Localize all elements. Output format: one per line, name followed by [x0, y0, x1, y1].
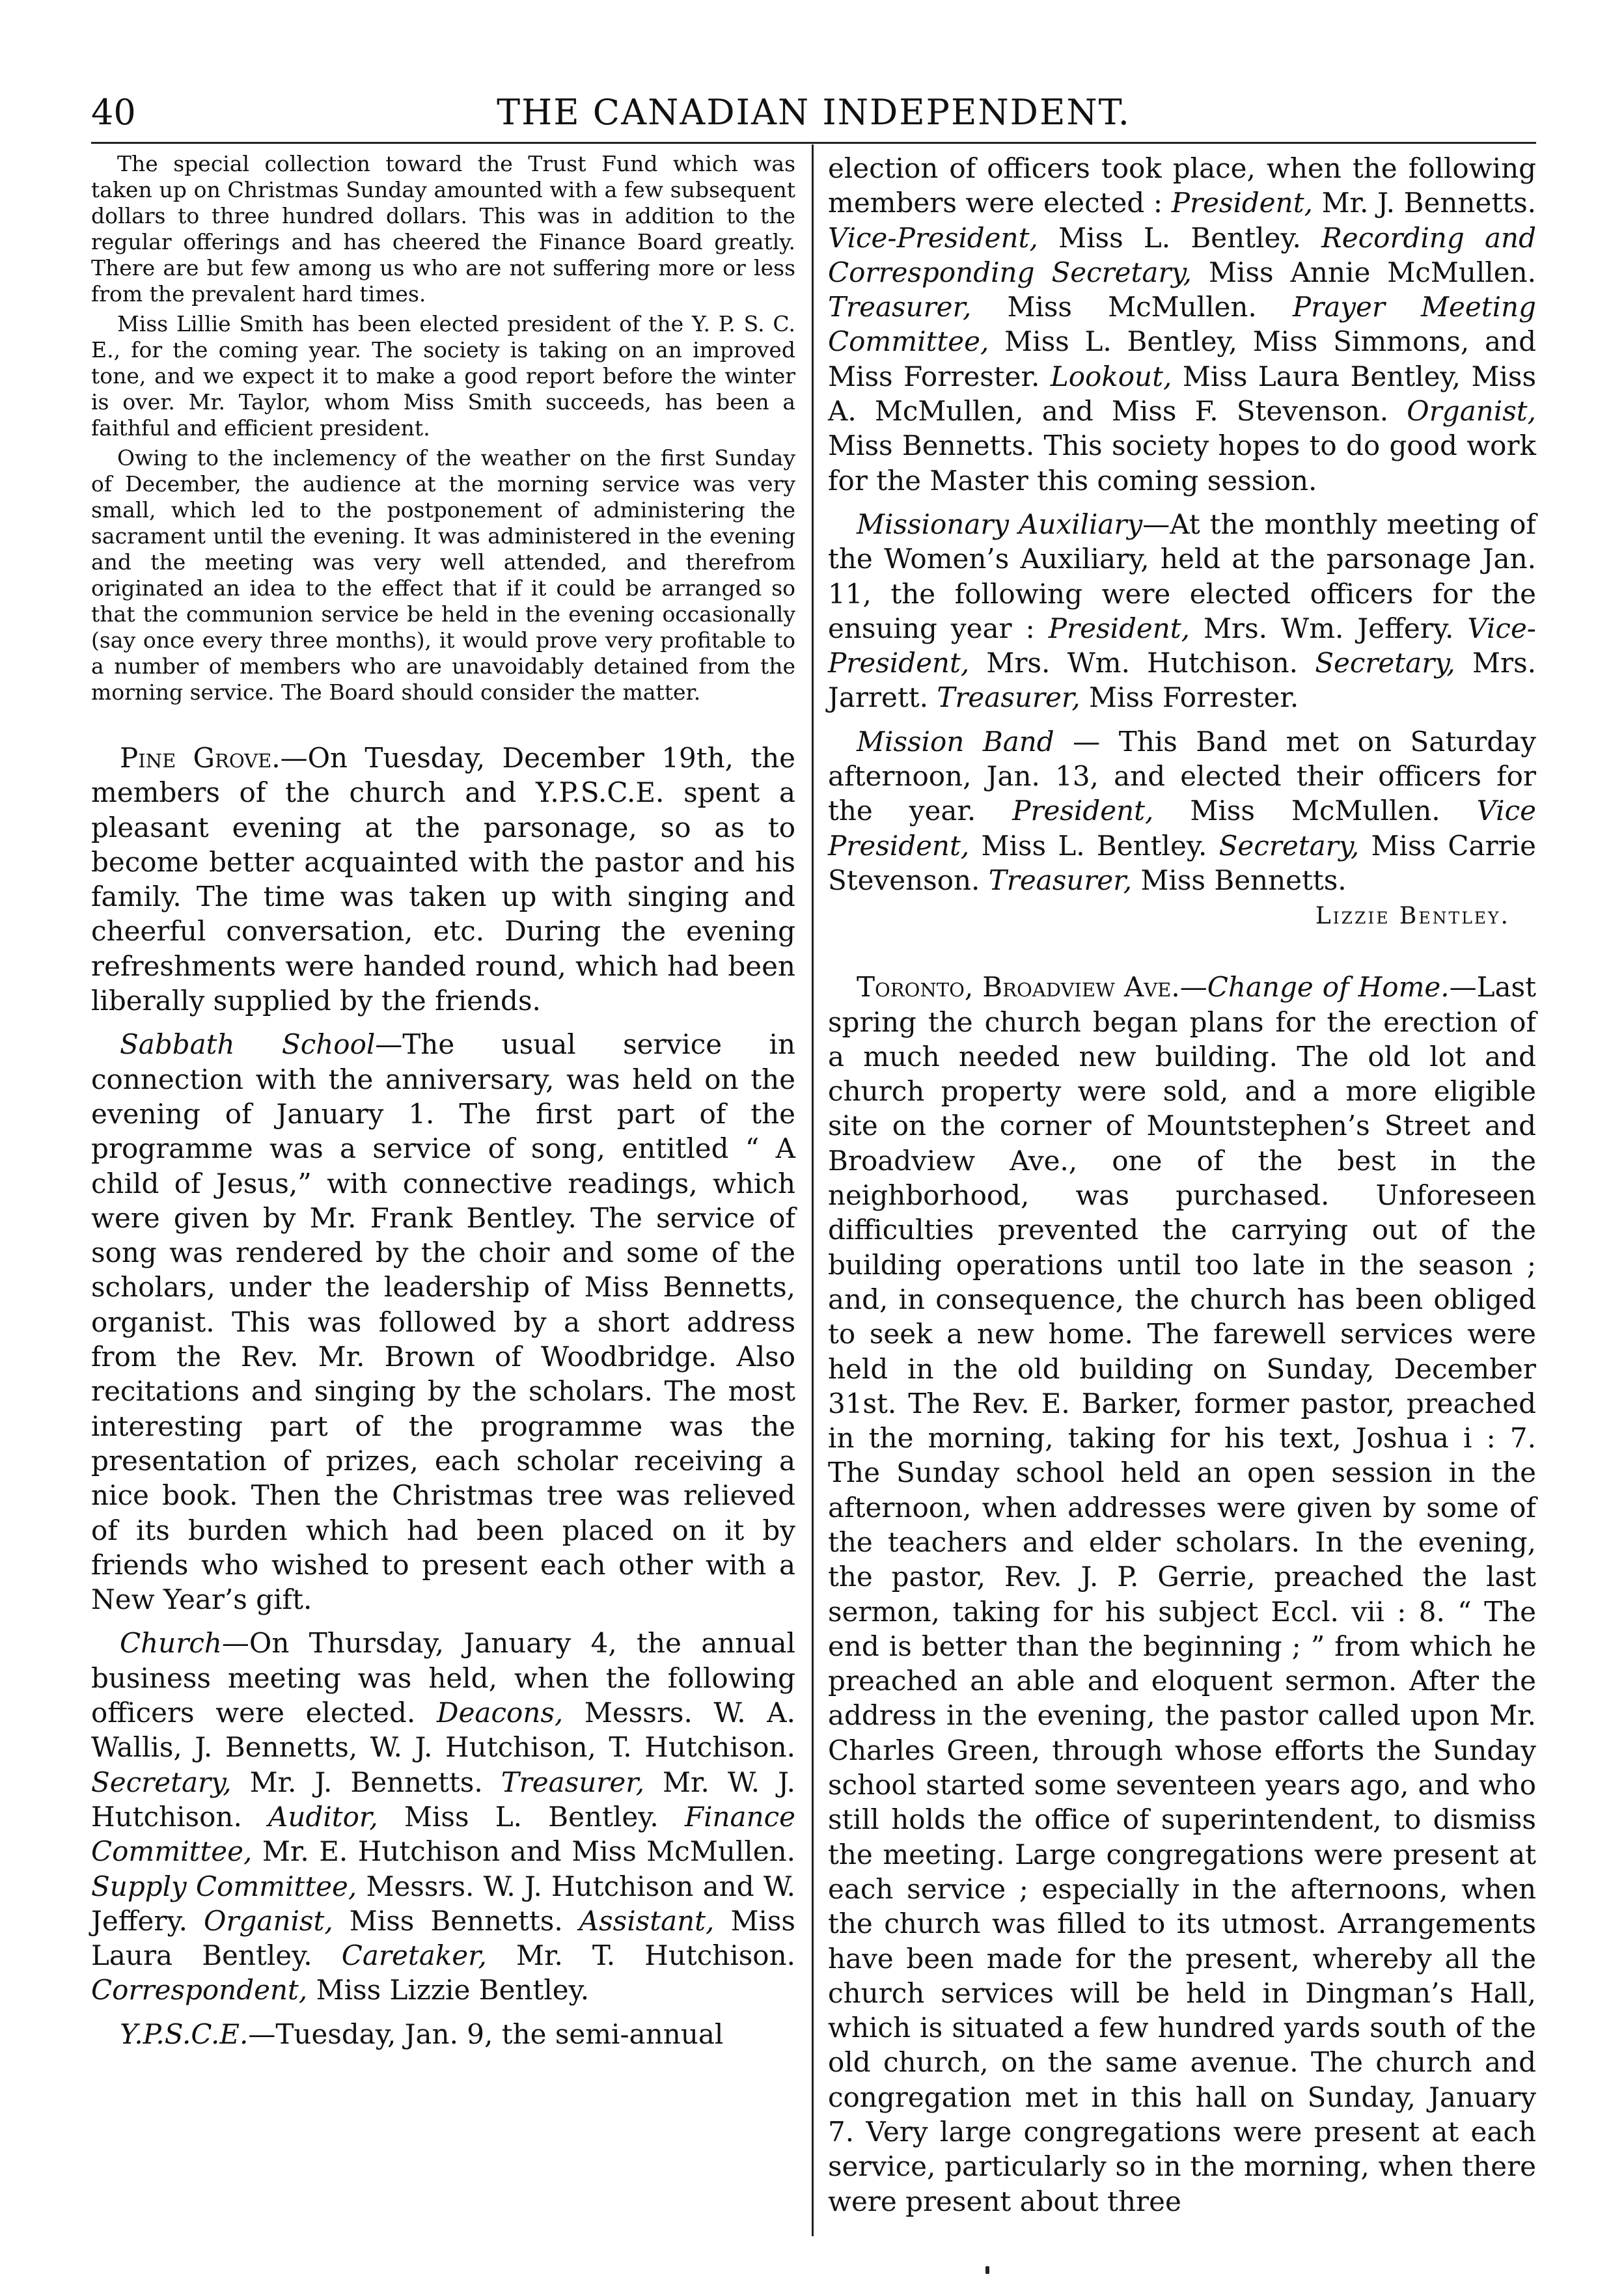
ypsce-continued-paragraph — [828, 151, 1536, 498]
office-label: Vice President, — [828, 795, 1536, 862]
office-label: President, — [1048, 612, 1190, 644]
missionary-text: Miss Forrester. — [1080, 681, 1299, 714]
church-text: Messrs. W. A. Wallis, J. Bennetts, W. J. Hutchison, T. Hutchison. — [91, 1697, 795, 1764]
office-label: Recording and Corresponding Secretary, — [828, 221, 1536, 288]
office-label: Assistant, — [579, 1904, 715, 1937]
ypsce-text: election of officers took place, when the following members were elected : — [828, 152, 1536, 219]
office-label: Vice-President, — [828, 221, 1038, 254]
communion-paragraph: Owing to the inclemency of the weather on the first Sunday of December, the audience at the morning service was very small, which led to the postponement of administering the sacrament until the evening. It was administered in the evening and the meeting was very well attended, and therefrom originated an idea to the effect that if it could be arranged so that the communion service be held in the evening occasionally (say once every three months), it would prove very profitable to a number of members who are unavoidably detained from the morning service. The Board should consider the matter. — [91, 445, 795, 705]
church-text: —On Thursday, January 4, the annual business meeting was held, when the following officers were elected. — [91, 1627, 795, 1729]
pine-grove-text: —On Tuesday, December 19th, the members of the church and Y.P.S.C.E. spent a pleasant evening at the parsonage, so as to become better acquainted with the pastor and his family. The time was taken up with singing and cheerful conversation, etc. During the evening refreshments were handed round, which had been liberally supplied by the friends. — [91, 742, 795, 1017]
toronto-heading: Toronto, Broadview Ave. — [857, 971, 1180, 1004]
office-label: Caretaker, — [341, 1939, 487, 1972]
office-label: Lookout, — [1050, 360, 1172, 392]
ypsce-text: Miss Annie McMullen. — [1192, 256, 1536, 288]
mission-band-text: — This Band met on Saturday afternoon, Jan. 13, and elected their officers for the year. — [828, 725, 1536, 827]
office-label: Correspondent, — [91, 1974, 308, 2006]
office-label: Finance Committee, — [91, 1800, 796, 1868]
church-text: Mr. E. Hutchison and Miss McMullen. — [252, 1835, 795, 1868]
office-label: President, — [1012, 795, 1154, 827]
missionary-auxiliary-heading: Missionary Auxiliary — [857, 508, 1143, 540]
sabbath-school-heading: Sabbath School — [120, 1028, 376, 1061]
ypsce-president-paragraph: Miss Lillie Smith has been elected president of the Y. P. S. C. E., for the coming year. The society is taking on an improved tone, and we expect it to make a good report before the winter is over. Mr. Taylor, whom Miss Smith succeeds, has been a faithful and efficient president. — [91, 311, 795, 441]
office-label: Supply Committee, — [91, 1870, 357, 1902]
trust-fund-paragraph: The special collection toward the Trust Fund which was taken up on Christmas Sunday amounted with a few subsequent dollars to three hundred dollars. This was in addition to the regular offerings and has cheered the Finance Board greatly. There are but few among us who are not suffering more or less from the prevalent hard times. — [91, 151, 795, 307]
mission-band-text: Miss Carrie Stevenson. — [828, 829, 1536, 896]
missionary-text: Mrs. Wm. Jeffery. — [1190, 612, 1468, 644]
office-label: Vice-President, — [828, 612, 1536, 679]
church-text: Miss Bennetts. — [333, 1904, 579, 1937]
office-label: Organist, — [1407, 395, 1536, 428]
office-label: Deacons, — [436, 1697, 564, 1729]
ypsce-paragraph — [91, 2017, 795, 2051]
missionary-auxiliary-paragraph — [828, 507, 1536, 715]
ypsce-text: Miss McMullen. — [971, 291, 1293, 323]
church-heading: Church — [120, 1627, 222, 1660]
church-text: Messrs. W. J. Hutchison and W. Jeffery. — [91, 1870, 795, 1937]
office-label: Secretary, — [1315, 647, 1455, 679]
ypsce-text: —Tuesday, Jan. 9, the semi-annual — [248, 2018, 724, 2050]
office-label: President, — [1171, 187, 1313, 219]
church-text: Mr. T. Hutchison. — [486, 1939, 795, 1972]
church-text: Miss L. Bentley. — [378, 1800, 685, 1833]
toronto-text: —Last spring the church began plans for the erection of a much needed new building. The old lot and church property were sold, and a more eligible site on the corner of Mountstephen’s Street and Broadview Ave., one of the best in the neighborhood, was purchased. Unforeseen difficulties prevented the carrying out of the building operations until too late in the season ; and, in consequence, the church has been obliged to seek a new home. The farewell services were held in the old building on Sunday, December 31st. The Rev. E. Barker, former pastor, preached in the morning, taking for his text, Joshua i : 7. The Sunday school held an open session in the afternoon, when addresses were given by some of the teachers and elder scholars. In the evening, the pastor, Rev. J. P. Gerrie, preached the last sermon, taking for his subject Eccl. vii : 8. “ The end is better than the beginning ; ” from which he preached an able and eloquent sermon. After the address in the evening, the pastor called upon Mr. Charles Green, through whose efforts the Sunday school started some seventeen years ago, and who still holds the office of superintendent, to dismiss the meeting. Large congregations were present at each service ; especially in the afternoons, when the church was filled to its utmost. Arrangements have been made for the present, whereby all the church services will be held in Dingman’s Hall, which is situated a few hundred yards south of the old church, on the same avenue. The church and congregation met in this hall on Sunday, January 7. Very large congregations were present at each service, particularly so in the morning, when there were present about three — [828, 971, 1536, 2217]
office-label: Organist, — [204, 1904, 333, 1937]
column-divider — [812, 144, 814, 2236]
toronto-subheading: Change of Home. — [1207, 971, 1450, 1004]
mission-band-text: Miss L. Bentley. — [969, 829, 1219, 862]
toronto-paragraph: Toronto, Broadview Ave.—Change of Home.—Last spring the church began plans for the erection of a much needed new building. The old lot and church property were sold, and a more eligible site on the corner of Mountstephen’s Street and Broadview Ave., one of the best in the neighborhood, was purchased. Unforeseen difficulties prevented the carrying out of the building operations until too late in the season ; and, in consequence, the church has been obliged to seek a new home. The farewell services were held in the old building on Sunday, December 31st. The Rev. E. Barker, former pastor, preached in the morning, taking for his text, Joshua i : 7. The Sunday school held an open session in the afternoon, when addresses were given by some of the teachers and elder scholars. In the evening, the pastor, Rev. J. P. Gerrie, preached the last sermon, taking for his subject Eccl. vii : 8. “ The end is better than the beginning ; ” from which he preached an able and eloquent sermon. After the address in the evening, the pastor called upon Mr. Charles Green, through whose efforts the Sunday school started some seventeen years ago, and who still holds the office of superintendent, to dismiss the meeting. Large congregations were present at each service ; especially in the afternoons, when the church was filled to its utmost. Arrangements have been made for the present, whereby all the church services will be held in Dingman’s Hall, which is situated a few hundred yards south of the old church, on the same avenue. The church and congregation met in this hall on Sunday, January 7. Very large congregations were present at each service, particularly so in the morning, when there were present about three — [828, 971, 1536, 2217]
office-label: Treasurer, — [937, 681, 1080, 714]
ypsce-text: Miss Laura Bentley, Miss A. McMullen, and Miss F. Stevenson. — [828, 360, 1536, 428]
missionary-text: Mrs. Jarrett. — [828, 647, 1536, 714]
office-label: Secretary, — [1218, 829, 1360, 862]
church-text: Mr. W. J. Hutchison. — [91, 1766, 795, 1833]
church-text: Miss Laura Bentley. — [91, 1904, 795, 1972]
mission-band-text: Miss Bennetts. — [1132, 864, 1347, 896]
office-label: Auditor, — [268, 1800, 378, 1833]
page-header — [91, 90, 1536, 144]
mission-band-text: Miss McMullen. — [1153, 795, 1477, 827]
office-label: Treasurer, — [501, 1766, 645, 1798]
page-number: 40 — [91, 92, 136, 133]
office-label: Secretary, — [91, 1766, 232, 1798]
right-column — [828, 151, 1536, 2219]
church-text: Mr. J. Bennetts. — [231, 1766, 501, 1798]
mission-band-heading: Mission Band — [857, 725, 1054, 758]
sabbath-school-paragraph — [91, 1027, 795, 1617]
ypsce-text: Miss L. Bentley. — [1038, 221, 1322, 254]
pine-grove-heading: Pine Grove. — [120, 742, 281, 774]
left-column — [91, 151, 795, 2051]
office-label: Prayer Meeting Committee, — [828, 291, 1536, 358]
mission-band-paragraph — [828, 724, 1536, 897]
missionary-text: —At the monthly meeting of the Women’s Auxiliary, held at the parsonage Jan. 11, the following were elected officers for the ensuing year : — [828, 508, 1537, 644]
office-label: Treasurer, — [828, 291, 972, 323]
office-label: Treasurer, — [988, 864, 1133, 896]
large-print-block — [91, 741, 795, 2051]
sabbath-school-text: —The usual service in connection with the anniversary, was held on the evening of January 1. The first part of the programme was a service of song, entitled “ A child of Jesus,” with connective readings, which were given by Mr. Frank Bentley. The service of song was rendered by the choir and some of the scholars, under the leadership of Miss Bennetts, organist. This was followed by a short address from the Rev. Mr. Brown of Woodbridge. Also recitations and singing by the scholars. The most interesting part of the programme was the presentation of prizes, each scholar receiving a nice book. Then the Christmas tree was relieved of its burden which had been placed on it by friends who wished to present each other with a New Year’s gift. — [91, 1028, 795, 1616]
ypsce-text: Miss L. Bentley, Miss Simmons, and Miss Forrester. — [828, 325, 1536, 392]
ypsce-heading: Y.P.S.C.E. — [120, 2018, 249, 2050]
church-text: Miss Lizzie Bentley. — [307, 1974, 590, 2006]
pine-grove-paragraph — [91, 741, 795, 1018]
signature: Lizzie Bentley. — [1315, 903, 1510, 930]
missionary-text: Mrs. Wm. Hutchison. — [969, 647, 1315, 679]
church-paragraph — [91, 1626, 795, 2007]
masthead-title: THE CANADIAN INDEPENDENT. — [497, 92, 1131, 133]
ypsce-text: Mr. J. Bennetts. — [1312, 187, 1536, 219]
small-print-block — [91, 151, 795, 705]
ypsce-text: Miss Bennetts. This society hopes to do good work for the Master this coming session. — [828, 430, 1536, 497]
print-speck — [985, 2266, 989, 2274]
